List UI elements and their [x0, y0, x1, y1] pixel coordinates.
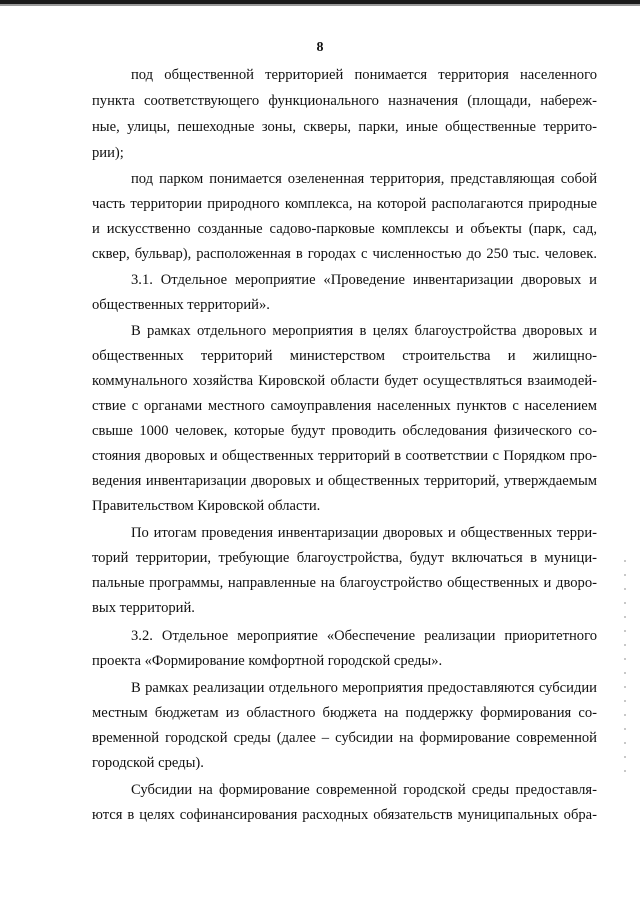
text-line: и искусственно созданные садово-парковые комплексы и объекты (парк, сад,	[92, 221, 597, 237]
text-line: коммунального хозяйства Кировской области будет осуществляться взаимодей-	[92, 373, 597, 389]
text-line: под парком понимается озелененная территория, представляющая собой	[131, 171, 597, 187]
text-line: ются в целях софинансирования расходных обязательств муниципальных обра-	[92, 807, 597, 823]
text-line: общественных территорий министерством строительства и жилищно-	[92, 348, 597, 364]
text-line: пальные программы, направленные на благоустройство общественных и дворо-	[92, 575, 597, 591]
text-line: временной городской среды (далее – субсидии на формирование современной	[92, 730, 597, 746]
text-line: По итогам проведения инвентаризации дворовых и общественных терри-	[131, 525, 597, 541]
text-line: свыше 1000 человек, которые будут проводить обследования физического со-	[92, 423, 597, 439]
text-line: под общественной территорией понимается территория населенного	[131, 67, 597, 83]
section-heading: проекта «Формирование комфортной городской среды».	[92, 653, 443, 669]
text-line: В рамках реализации отдельного мероприятия предоставляются субсидии	[131, 680, 597, 696]
page-number: 8	[316, 40, 324, 55]
text-line: В рамках отдельного мероприятия в целях благоустройства дворовых и	[131, 323, 597, 339]
text-line: торий территории, требующие благоустройства, будут включаться в муници-	[92, 550, 597, 566]
section-heading: 3.1. Отдельное мероприятие «Проведение инвентаризации дворовых и	[131, 272, 597, 288]
section-heading: общественных территорий».	[92, 297, 270, 313]
text-line: городской среды).	[92, 755, 204, 771]
section-heading: 3.2. Отдельное мероприятие «Обеспечение реализации приоритетного	[131, 628, 597, 644]
text-line: сквер, бульвар), расположенная в городах с численностью до 250 тыс. человек.	[92, 246, 597, 262]
text-line: ведения инвентаризации дворовых и общественных территорий, утверждаемым	[92, 473, 597, 489]
text-line: стояния дворовых и общественных территорий в соответствии с Порядком про-	[92, 448, 597, 464]
text-line: рии);	[92, 145, 124, 161]
text-line: пункта соответствующего функционального назначения (площади, набереж-	[92, 93, 597, 109]
scan-edge-artifact	[624, 560, 626, 780]
text-line: часть территории природного комплекса, на которой располагаются природные	[92, 196, 597, 212]
text-line: ствие с органами местного самоуправления населенных пунктов с населением	[92, 398, 597, 414]
text-line: ные, улицы, пешеходные зоны, скверы, парки, иные общественные террито-	[92, 119, 597, 135]
top-scan-border-shadow	[0, 4, 640, 6]
text-line: местным бюджетам из областного бюджета на поддержку формирования со-	[92, 705, 597, 721]
text-line: Субсидии на формирование современной городской среды предоставля-	[131, 782, 597, 798]
text-line: Правительством Кировской области.	[92, 498, 321, 514]
text-line: вых территорий.	[92, 600, 195, 616]
